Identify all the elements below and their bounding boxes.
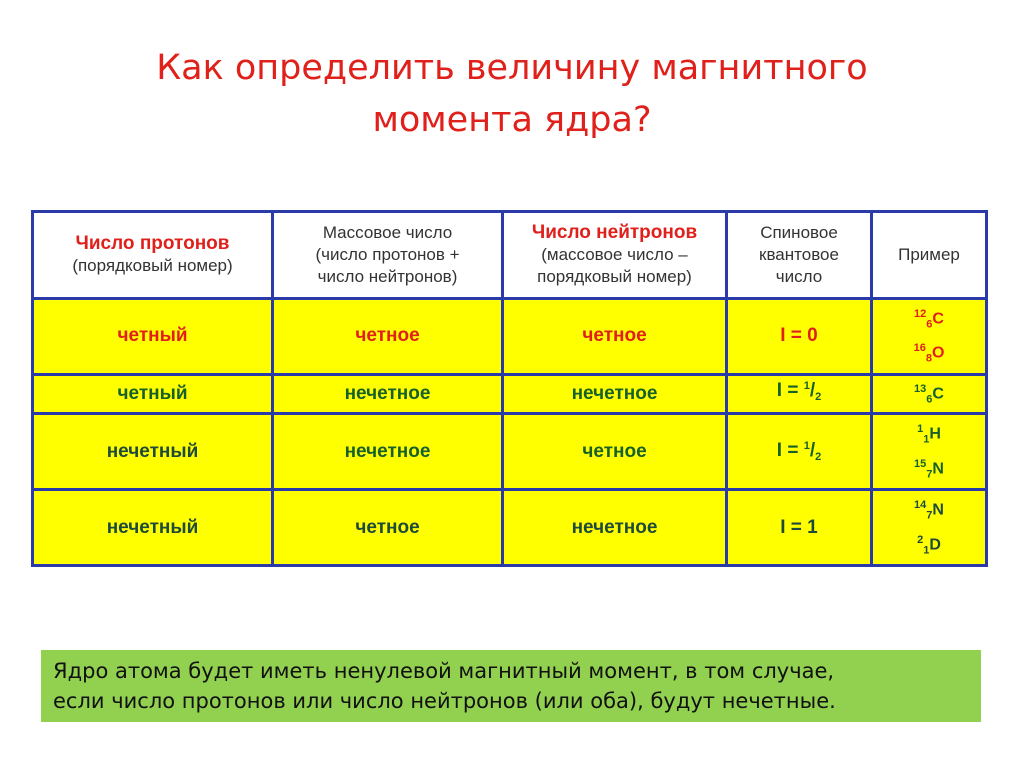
cell-spin: I = 0 [727,299,872,375]
title-line-1: Как определить величину магнитного [156,48,868,88]
header-mass-number: Массовое число (число протонов + число нейтронов) [273,212,503,299]
page-title [0,42,1024,146]
cell-neutrons: нечетное [503,374,727,413]
cell-examples [872,299,987,375]
table-header-row [33,212,987,299]
table-row [33,299,987,375]
isotope: $^{12}_6$C [914,307,944,331]
note-line-1: Ядро атома будет иметь ненулевой магнитный момент, в том случае, [53,659,835,683]
note-line-2: если число протонов или число нейтронов (или оба), будут нечетные. [53,689,836,713]
table-row [33,414,987,490]
cell-examples [872,414,987,490]
isotope: $^{16}_8$O [913,342,945,365]
cell-mass: четное [273,490,503,566]
cell-mass: нечетное [273,374,503,413]
cell-protons: нечетный [33,490,273,566]
cell-protons: нечетный [33,414,273,490]
title-line-2: момента ядра? [372,100,652,140]
header-neutrons: Число нейтронов (массовое число – порядковый номер) [503,212,727,299]
header-protons: Число протонов (порядковый номер) [33,212,273,299]
conclusion-note [41,650,981,722]
cell-mass: нечетное [273,414,503,490]
header-example: Пример [872,212,987,299]
cell-neutrons: нечетное [503,490,727,566]
header-spin: Спиновое квантовое число [727,212,872,299]
table-row [33,490,987,566]
cell-neutrons: четное [503,299,727,375]
cell-examples [872,490,987,566]
isotope: $^{13}_6$C [914,382,944,406]
cell-protons: четный [33,374,273,413]
nuclear-spin-table [31,210,988,567]
cell-spin: I = 1 [727,490,872,566]
cell-spin: $I = ^1/_2$ [727,374,872,413]
cell-examples [872,374,987,413]
isotope: $^2_1$D [917,533,941,557]
cell-spin: $I = ^1/_2$ [727,414,872,490]
isotope: $^1_1$H [917,423,941,446]
isotope: $^{15}_7$N [914,457,944,481]
cell-mass: четное [273,299,503,375]
cell-neutrons: четное [503,414,727,490]
cell-protons: четный [33,299,273,375]
table-row [33,374,987,413]
isotope: $^{14}_7$N [914,499,944,522]
